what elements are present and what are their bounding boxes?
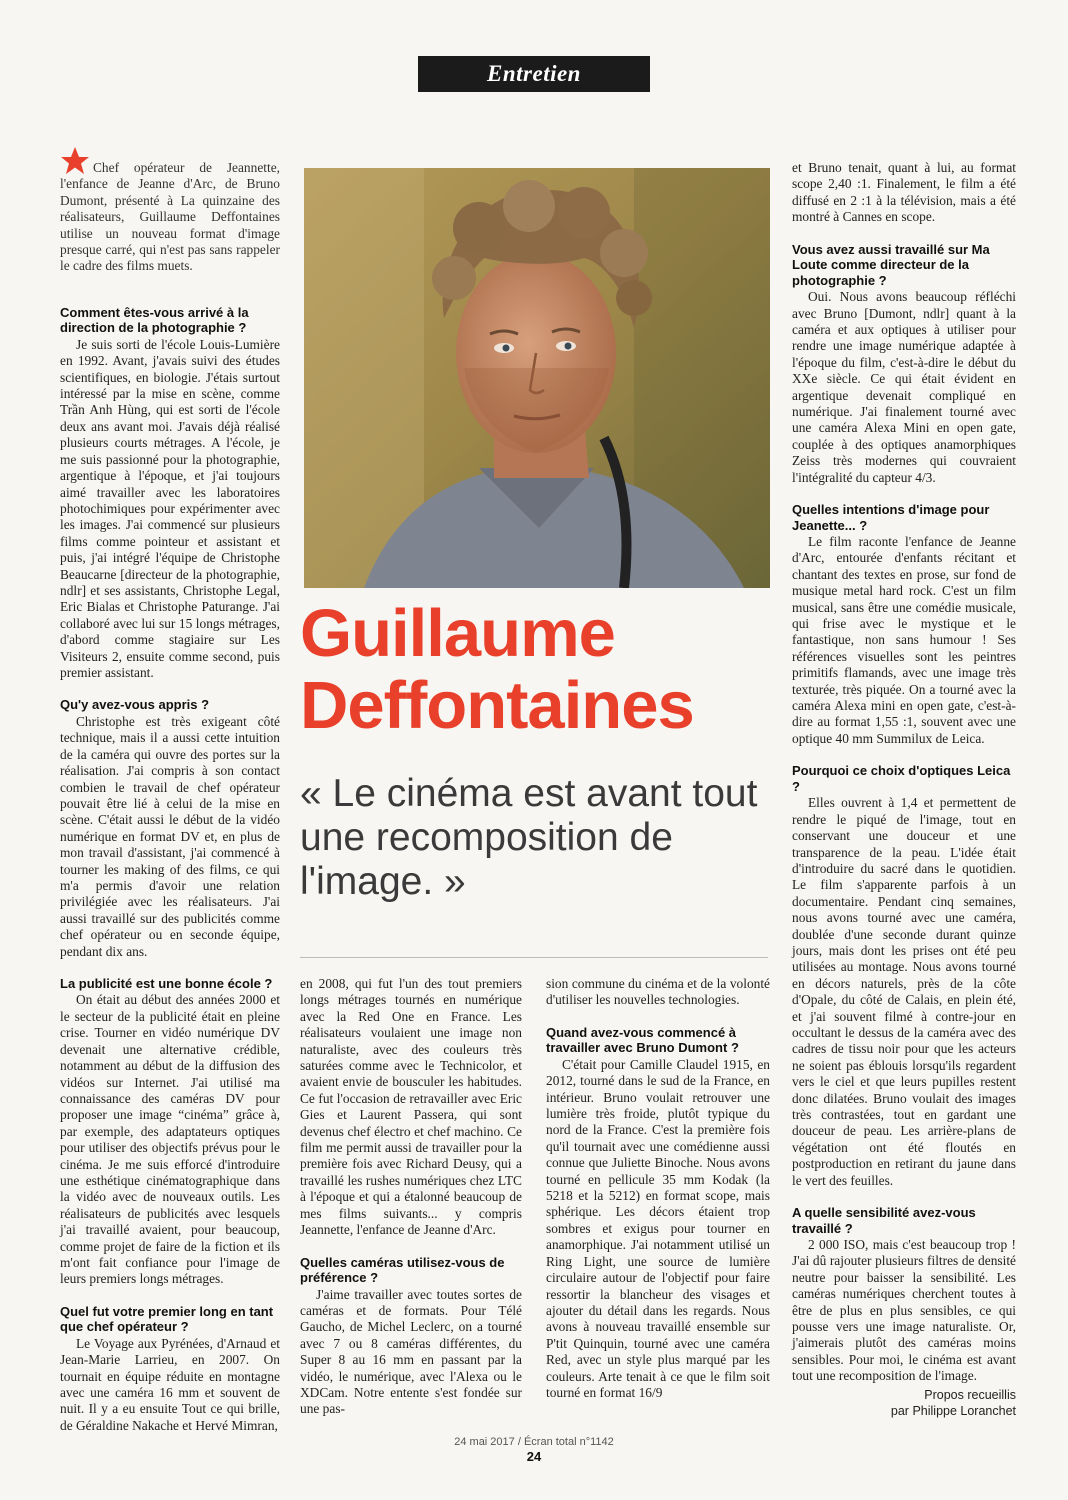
portrait-illustration	[304, 168, 770, 588]
column-1	[60, 146, 280, 1434]
question-heading: Quand avez-vous commencé à travailler avec Bruno Dumont ?	[546, 1024, 739, 1056]
answer-paragraph: sion commune du cinéma et de la volonté d'utiliser les nouvelles technologies.	[546, 976, 770, 1008]
intro-text: Chef opérateur de Jeannette, l'enfance de Jeanne d'Arc, de Bruno Dumont, présenté à La quinzaine des réalisateurs, Guillaume Deffontaines utilise un nouveau format d'image presque carré, qui n'est pas sans rappeler le cadre des films muets.	[60, 160, 280, 274]
question-heading: La publicité est une bonne école ?	[60, 975, 273, 991]
page-number: 24	[526, 1449, 542, 1464]
portrait-photo	[304, 168, 770, 588]
answer-paragraph: Elles ouvrent à 1,4 et permettent de rendre le piqué de l'image, tout en conservant une douceur et une transparence de la peau. L'idée était d'introduire du sacré dans le quotidien. Le film s'apparente parfois à un documentaire. Pendant cinq semaines, nous avons tourné avec une caméra, doublée d'une seconde durant quinze jours, mais dont les prises ont été peu utilisées au montage. Nous avons tourné en décors naturels, près de la côte d'Opale, du côté de Calais, en plein été, et j'ai souvent filmé à contre-jour en occultant le dessus de la caméra avec des cadres de tissu noir pour que les acteurs ne soient pas éblouis lorsqu'ils regardent vers le ciel et que leurs pupilles restent donc dilatées. Bruno voulait des images très contrastées, tout en gardant une douceur de peau. Les arrière-plans de végétation ont été floutés en postproduction en retirant du jaune dans le vert des feuilles.	[792, 795, 1016, 1188]
question-heading: Vous avez aussi travaillé sur Ma Loute comme directeur de la photographie ?	[792, 241, 990, 288]
page-footer	[0, 1436, 1068, 1464]
question-heading: Qu'y avez-vous appris ?	[60, 697, 210, 713]
question-heading: Quel fut votre premier long en tant que chef opérateur ?	[60, 1303, 274, 1335]
question-heading: Comment êtes-vous arrivé à la direction de la photographie ?	[60, 304, 249, 336]
signature-line-2: par Philippe Loranchet	[890, 1403, 1016, 1418]
red-star-icon	[60, 146, 90, 176]
last-name: Deffontaines	[300, 668, 694, 743]
answer-paragraph: J'aime travailler avec toutes sortes de caméras et de formats. Pour Télé Gaucho, de Michel Leclerc, on a tourné avec 7 ou 8 caméras différentes, du Super 8 au 16 mm en passant par la vidéo, le numérique, avec l'Alexa ou le XDCam. Notre entente s'est fondée sur une pas-	[300, 1286, 522, 1417]
answer-paragraph: Oui. Nous avons beaucoup réfléchi avec Bruno [Dumont, ndlr] quant à la caméra et aux optiques à utiliser pour rendre une image numérique adaptée à l'époque du film, c'est-à-dire le début du XXe siècle. Ce qui était évident en argentique devenait compliqué en numérique. J'ai finalement tourné avec une caméra Alexa Mini en open gate, couplée à des optiques anamorphiques Zeiss très modernes qui couvraient l'intégralité du capteur 4/3.	[792, 289, 1016, 485]
section-rubric: Entretien	[418, 56, 650, 92]
column-3	[546, 976, 770, 1401]
signature-line-1: Propos recueillis	[924, 1387, 1016, 1402]
answer-paragraph: 2 000 ISO, mais c'est beaucoup trop ! J'ai dû rajouter plusieurs filtres de densité neutre pour baisser la sensibilité. Les caméras numériques cherchent toutes à être de plus en plus sensibles, ce qui pousse vers une image naturaliste. Or, j'aimerais plutôt des caméras moins sensibles. Pour moi, le cinéma est avant tout une recomposition de l'image.	[792, 1237, 1016, 1384]
column-4	[792, 160, 1016, 1419]
answer-paragraph: Le Voyage aux Pyrénées, d'Arnaud et Jean-Marie Larrieu, en 2007. On tournait en équipe réduite en montagne avec une caméra 16 mm et souvent de nuit. Il y a eu ensuite Tout ce qui brille, de Géraldine Nakache et Hervé Mimran,	[60, 1335, 280, 1433]
question-heading: Quelles caméras utilisez-vous de préférence ?	[300, 1254, 505, 1285]
question-heading: Quelles intentions d'image pour Jeanette... ?	[792, 502, 990, 533]
answer-paragraph: et Bruno tenait, quant à lui, au format scope 2,40 :1. Finalement, le film a été diffusé en 2 :1 à la télévision, mais a été montré à Cannes en scope.	[792, 160, 1016, 225]
question-heading: Pourquoi ce choix d'optiques Leica ?	[792, 763, 1011, 794]
answer-paragraph: Christophe est très exigeant côté technique, mais il a aussi cette intuition de la caméra qui ouvre des portes sur la réalisation. J'ai compris à son contact combien le travail de chef opérateur pouvait être lié à celui de la mise en scène. C'était aussi le début de la vidéo numérique en format DV et, en plus de mon travail d'assistant, j'ai commencé à tourner les making of des films, ce qui m'a permis d'avoir une relation privilégiée avec les réalisateurs. J'ai aussi travaillé sur des publicités comme chef opérateur ou en seconde équipe, pendant dix ans.	[60, 713, 280, 959]
divider	[300, 957, 768, 958]
first-name: Guillaume	[300, 596, 615, 671]
intro-paragraph	[60, 146, 280, 275]
answer-paragraph: en 2008, qui fut l'un des tout premiers longs métrages tournés en numérique avec la Red One en France. Les réalisateurs voulaient une image non naturaliste, avec des couleurs très saturées comme avec le Technicolor, et avaient envie de bousculer les habitudes. Ce fut l'occasion de retravailler avec Eric Gies et Laurent Passera, qui sont devenus chef électro et chef machino. Ce film me permit aussi de travailler pour la première fois avec Richard Deusy, qui a travaillé les rushes numériques chez LTC à l'époque et qui a étalonné beaucoup de mes films suivants... y compris Jeannette, l'enfance de Jeanne d'Arc.	[300, 976, 522, 1238]
pull-quote: « Le cinéma est avant tout une recomposition de l'image. »	[300, 772, 758, 903]
answer-paragraph: On était au début des années 2000 et le secteur de la publicité était en pleine crise. Tourner en vidéo numérique DV devenait une alternative crédible, notamment au début de la diffusion des vidéos sur Internet. J'ai utilisé ma connaissance des caméras DV pour proposer une image “cinéma” grâce à, par exemple, des adaptateurs optiques pour utiliser des objectifs prévus pour le cinéma. Je me suis efforcé d'introduire une esthétique cinématographique dans la vidéo avec de nouveaux outils. Les réalisateurs de publicités avec lesquels j'ai travaillé avaient, pour beaucoup, comme projet de faire de la fiction et ils m'ont fait confiance pour l'image de leurs premiers longs métrages.	[60, 992, 280, 1287]
answer-paragraph: C'était pour Camille Claudel 1915, en 2012, tourné dans le sud de la France, en intérieur. Bruno voulait retrouver une lumière très froide, plutôt typique du nord de la France. C'est la première fois qu'il tournait avec une comédienne aussi connue que Juliette Binoche. Nous avons tourné en pellicule 35 mm Kodak (la 5218 et la 5212) en format scope, mais sphérique. Les décors étaient trop sombres et exigus pour tourner en anamorphique. J'ai notamment utilisé un Ring Light, une source de lumière circulaire autour de l'objectif pour faire ressortir la blancheur des visages et ajouter du détail dans les regards. Nous avons à nouveau travaillé ensemble sur P'tit Quinquin, tourné avec une caméra Red, avec un style plus marqué par les couleurs. Arte tenait à ce que le film soit tourné en format 16/9	[546, 1056, 770, 1400]
column-2	[300, 976, 522, 1418]
issue-info: 24 mai 2017 / Écran total n°1142	[454, 1436, 614, 1448]
interviewee-name	[300, 598, 770, 742]
answer-paragraph: Le film raconte l'enfance de Jeanne d'Arc, entourée d'enfants récitant et chantant des textes en prose, sur fond de musique metal hard rock. C'est un film musical, sans être une comédie musicale, qui frise avec le mystique et le fantastique, non sans humour ! Ses références visuelles sont les peintres primitifs flamands, avec une image très texturée, très piquée. On a tourné avec la caméra Alexa mini en open gate, c'est-à-dire au format 1,55 :1, souvent avec une optique 40 mm Summilux de Leica.	[792, 534, 1016, 746]
answer-paragraph: Je suis sorti de l'école Louis-Lumière en 1992. Avant, j'avais suivi des études scientifiques, en biologie. J'étais surtout intéressé par la mise en scène, comme Trần Anh Hùng, qui est sorti de l'école deux ans avant moi. J'avais déjà réalisé plusieurs courts métrages. A l'école, je me suis passionné pour la photographie, argentique à l'époque, et j'ai toujours aimé travailler avec les laboratoires photochimiques pour expérimenter avec les images. J'ai commencé sur plusieurs films comme pointeur et assistant et puis, j'ai intégré l'équipe de Christophe Beaucarne [directeur de la photographie, ndlr] et ses assistants, Christophe Legal, Eric Bialas et Christophe Paturange. J'ai collaboré avec lui sur 15 longs métrages, d'abord comme stagiaire sur Les Visiteurs 2, ensuite comme second, puis premier assistant.	[60, 336, 280, 680]
signature	[792, 1387, 1016, 1419]
question-heading: A quelle sensibilité avez-vous travaillé ?	[792, 1205, 976, 1236]
